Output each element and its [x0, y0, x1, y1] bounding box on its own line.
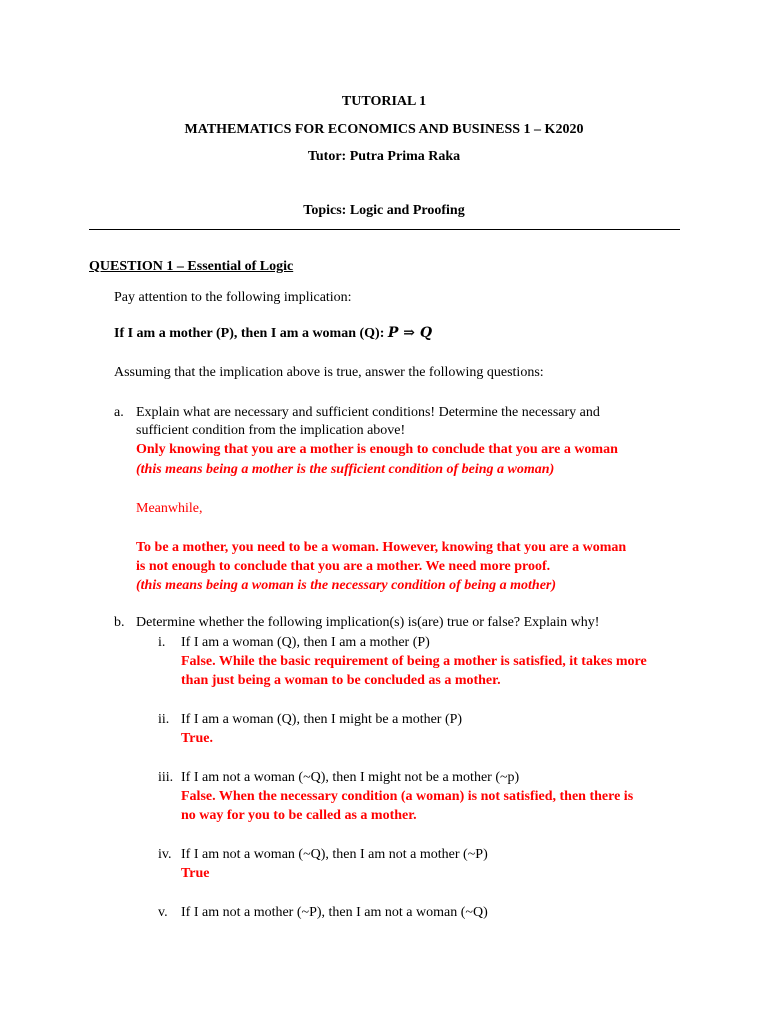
- part-a-question-line-1: Explain what are necessary and sufficient conditions! Determine the necessary and: [136, 405, 600, 420]
- item-answer-line-1: True: [181, 866, 210, 881]
- item-number: ii.: [158, 712, 170, 727]
- part-a-meanwhile: Meanwhile,: [136, 501, 203, 516]
- item-number: iv.: [158, 847, 172, 862]
- item-statement: If I am not a woman (~Q), then I am not a mother (~P): [181, 847, 488, 862]
- part-a-answer-1: Only knowing that you are a mother is enough to conclude that you are a woman: [136, 442, 618, 457]
- part-b-question: Determine whether the following implication(s) is(are) true or false? Explain why!: [136, 615, 600, 630]
- tutor-name: Tutor: Putra Prima Raka: [307, 149, 461, 164]
- part-a-answer-2-line-1: To be a mother, you need to be a woman. However, knowing that you are a woman: [136, 540, 627, 555]
- item-statement: If I am a woman (Q), then I am a mother (P): [181, 635, 430, 650]
- item-answer-line-2: than just being a woman to be concluded as a mother.: [181, 673, 501, 688]
- question-1-heading: QUESTION 1 – Essential of Logic: [89, 259, 294, 274]
- item-answer-line-1: True.: [181, 731, 214, 746]
- part-b-marker: b.: [114, 615, 125, 630]
- item-number: i.: [158, 635, 166, 650]
- intro-text: Pay attention to the following implication:: [114, 290, 352, 305]
- topics-line: Topics: Logic and Proofing: [303, 203, 465, 218]
- item-statement: If I am a woman (Q), then I might be a mother (P): [181, 712, 463, 727]
- item-answer-line-2: no way for you to be called as a mother.: [181, 808, 417, 823]
- implication-statement: [114, 324, 432, 343]
- part-a-answer-2-note: (this means being a woman is the necessary condition of being a mother): [136, 578, 557, 593]
- implication-text: If I am a mother (P), then I am a woman (Q):: [114, 326, 388, 341]
- part-a-answer-2-line-2: is not enough to conclude that you are a mother. We need more proof.: [136, 559, 551, 574]
- item-statement: If I am not a woman (~Q), then I might not be a mother (~p): [181, 770, 520, 785]
- item-number: v.: [158, 905, 168, 920]
- item-answer-line-1: False. While the basic requirement of being a mother is satisfied, it takes more: [181, 654, 647, 669]
- item-answer-line-1: False. When the necessary condition (a woman) is not satisfied, then there is: [181, 789, 634, 804]
- part-a-marker: a.: [114, 405, 124, 420]
- part-a-question-line-2: sufficient condition from the implication above!: [136, 423, 406, 438]
- course-title: MATHEMATICS FOR ECONOMICS AND BUSINESS 1 – K2020: [184, 122, 584, 137]
- part-a-answer-1-note: (this means being a mother is the sufficient condition of being a woman): [136, 462, 555, 477]
- implication-formula: P ⇒ Q: [387, 325, 433, 341]
- item-statement: If I am not a mother (~P), then I am not a woman (~Q): [181, 905, 488, 920]
- assumption-text: Assuming that the implication above is true, answer the following questions:: [114, 365, 544, 380]
- tutorial-title: TUTORIAL 1: [341, 94, 427, 109]
- header-divider: [89, 229, 680, 230]
- item-number: iii.: [158, 770, 174, 785]
